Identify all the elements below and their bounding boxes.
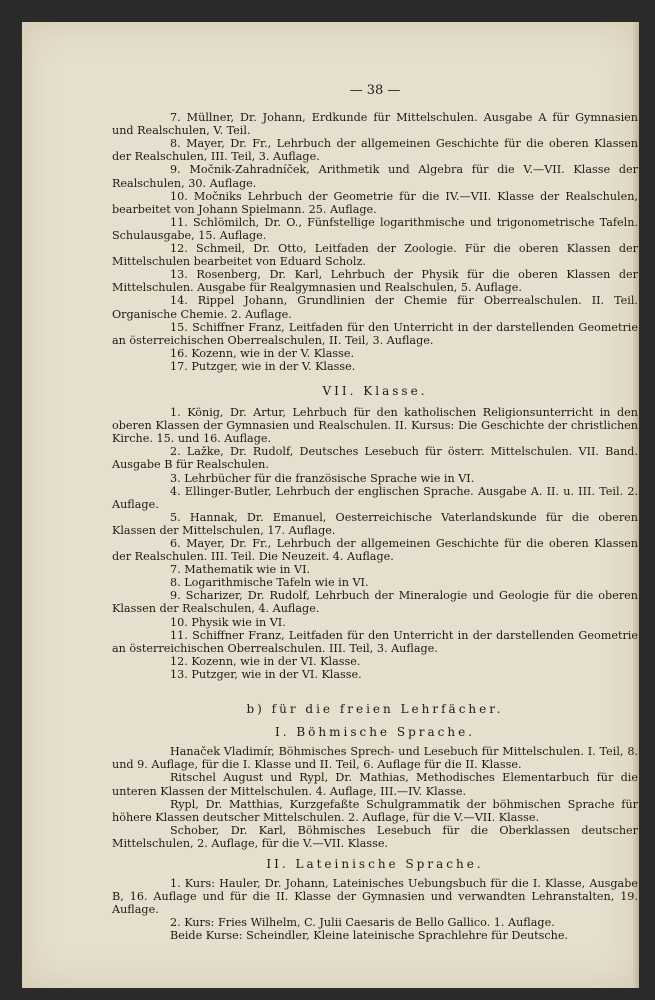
list-item: 12. Schmeil, Dr. Otto, Leitfaden der Zoologie. Für die oberen Klassen der Mittelschulen bearbeitet von Eduard Scholz. xyxy=(112,242,638,269)
list-item: 16. Kozenn, wie in der V. Klasse. xyxy=(170,346,355,360)
bohemian-list xyxy=(112,745,638,850)
group2-list xyxy=(112,406,638,681)
list-item: 13. Rosenberg, Dr. Karl, Lehrbuch der Physik für die oberen Klassen der Mittelschulen. Ausgabe für Realgymnasien und Realschulen, 5. Auflage. xyxy=(112,268,638,295)
list-item: 15. Schiffner Franz, Leitfaden für den Unterricht in der darstellenden Geometrie an österreichischen Oberrealschulen, II. Teil, 3. Auflage. xyxy=(112,320,638,347)
latin-heading: II. Lateinische Sprache. xyxy=(266,856,484,871)
list-item: 5. Hannak, Dr. Emanuel, Oesterreichische Vaterlandskunde für die oberen Klassen der Mittelschulen, 17. Auflage. xyxy=(112,510,638,537)
list-item: 8. Logarithmische Tafeln wie in VI. xyxy=(170,576,369,590)
list-item: 1. Kurs: Hauler, Dr. Johann, Lateinisches Uebungsbuch für die I. Klasse, Ausgabe B, 16. Auflage und für die II. Klasse der Gymnasien und verwandten Lehranstalten, 19. Auflage. xyxy=(112,877,638,917)
latin-list xyxy=(112,877,638,942)
list-item: 12. Kozenn, wie in der VI. Klasse. xyxy=(170,654,361,668)
list-item: 11. Schlömilch, Dr. O., Fünfstellige logarithmische und trigonometrische Tafeln. Schulausgabe, 15. Auflage. xyxy=(112,215,638,242)
page-content xyxy=(112,84,638,943)
list-item: 9. Scharizer, Dr. Rudolf, Lehrbuch der Mineralogie und Geologie für die oberen Klassen der Realschulen, 4. Auflage. xyxy=(112,589,638,616)
page-number: — 38 — xyxy=(349,83,401,98)
free-subjects-heading: b) für die freien Lehrfächer. xyxy=(246,702,504,717)
list-item: 8. Mayer, Dr. Fr., Lehrbuch der allgemeinen Geschichte für die oberen Klassen der Realschulen, III. Teil, 3. Auflage. xyxy=(112,137,638,164)
bohemian-heading: I. Böhmische Sprache. xyxy=(274,725,476,740)
list-item: 10. Močniks Lehrbuch der Geometrie für die IV.—VII. Klasse der Realschulen, bearbeitet von Johann Spielmann. 25. Auflage. xyxy=(112,189,638,216)
list-item: 2. Kurs: Fries Wilhelm, C. Julii Caesaris de Bello Gallico. 1. Auflage. xyxy=(170,916,555,930)
group1-list xyxy=(112,111,638,373)
list-item: 9. Močnik-Zahradníček, Arithmetik und Algebra für die V.—VII. Klasse der Realschulen, 30. Auflage. xyxy=(112,163,638,190)
list-item: 10. Physik wie in VI. xyxy=(170,615,286,629)
list-item: 17. Putzger, wie in der V. Klasse. xyxy=(170,359,356,373)
list-item: 7. Müllner, Dr. Johann, Erdkunde für Mittelschulen. Ausgabe A für Gymnasien und Realschulen, V. Teil. xyxy=(112,111,638,138)
list-item: 11. Schiffner Franz, Leitfaden für den Unterricht in der darstellenden Geometrie an österreichischen Oberrealschulen. III. Teil, 3. Auflage. xyxy=(112,628,638,655)
section-heading-vii: VII. Klasse. xyxy=(322,383,428,398)
list-item: 14. Rippel Johann, Grundlinien der Chemie für Oberrealschulen. II. Teil. Organische Chemie. 2. Auflage. xyxy=(112,294,638,321)
list-item: Schober, Dr. Karl, Böhmisches Lesebuch für die Oberklassen deutscher Mittelschulen, 2. Auflage, für die V.—VII. Klasse. xyxy=(112,823,638,850)
list-item: Beide Kurse: Scheindler, Kleine lateinische Sprachlehre für Deutsche. xyxy=(170,929,569,943)
list-item: 13. Putzger, wie in der VI. Klasse. xyxy=(170,667,362,681)
list-item: 7. Mathematik wie in VI. xyxy=(170,563,311,577)
list-item: 4. Ellinger-Butler, Lehrbuch der englischen Sprache. Ausgabe A. II. u. III. Teil. 2. Auflage. xyxy=(112,484,638,511)
list-item: 2. Lažke, Dr. Rudolf, Deutsches Lesebuch für österr. Mittelschulen. VII. Band. Ausgabe B für Realschulen. xyxy=(112,445,638,472)
list-item: Hanaček Vladimír, Böhmisches Sprech- und Lesebuch für Mittelschulen. I. Teil, 8. und 9. Auflage, für die I. Klasse und II. Teil, 6. Auflage für die II. Klasse. xyxy=(112,745,638,772)
list-item: Ritschel August und Rypl, Dr. Mathias, Methodisches Elementarbuch für die unteren Klassen der Mittelschulen. 4. Auflage, III.—IV. Klasse. xyxy=(112,771,638,798)
book-page xyxy=(22,22,639,988)
list-item: 3. Lehrbücher für die französische Sprache wie in VI. xyxy=(170,471,475,485)
list-item: 1. König, Dr. Artur, Lehrbuch für den katholischen Religionsunterricht in den oberen Klassen der Gymnasien und Realschulen. II. Kursus: Die Geschichte der christlichen Kirche. 15. und 16. Auflage. xyxy=(112,406,638,446)
list-item: Rypl, Dr. Matthias, Kurzgefaßte Schulgrammatik der böhmischen Sprache für höhere Klassen deutscher Mittelschulen. 2. Auflage, für die V.—VII. Klasse. xyxy=(112,797,638,824)
list-item: 6. Mayer, Dr. Fr., Lehrbuch der allgemeinen Geschichte für die oberen Klassen der Realschulen. III. Teil. Die Neuzeit. 4. Auflage. xyxy=(112,537,638,564)
